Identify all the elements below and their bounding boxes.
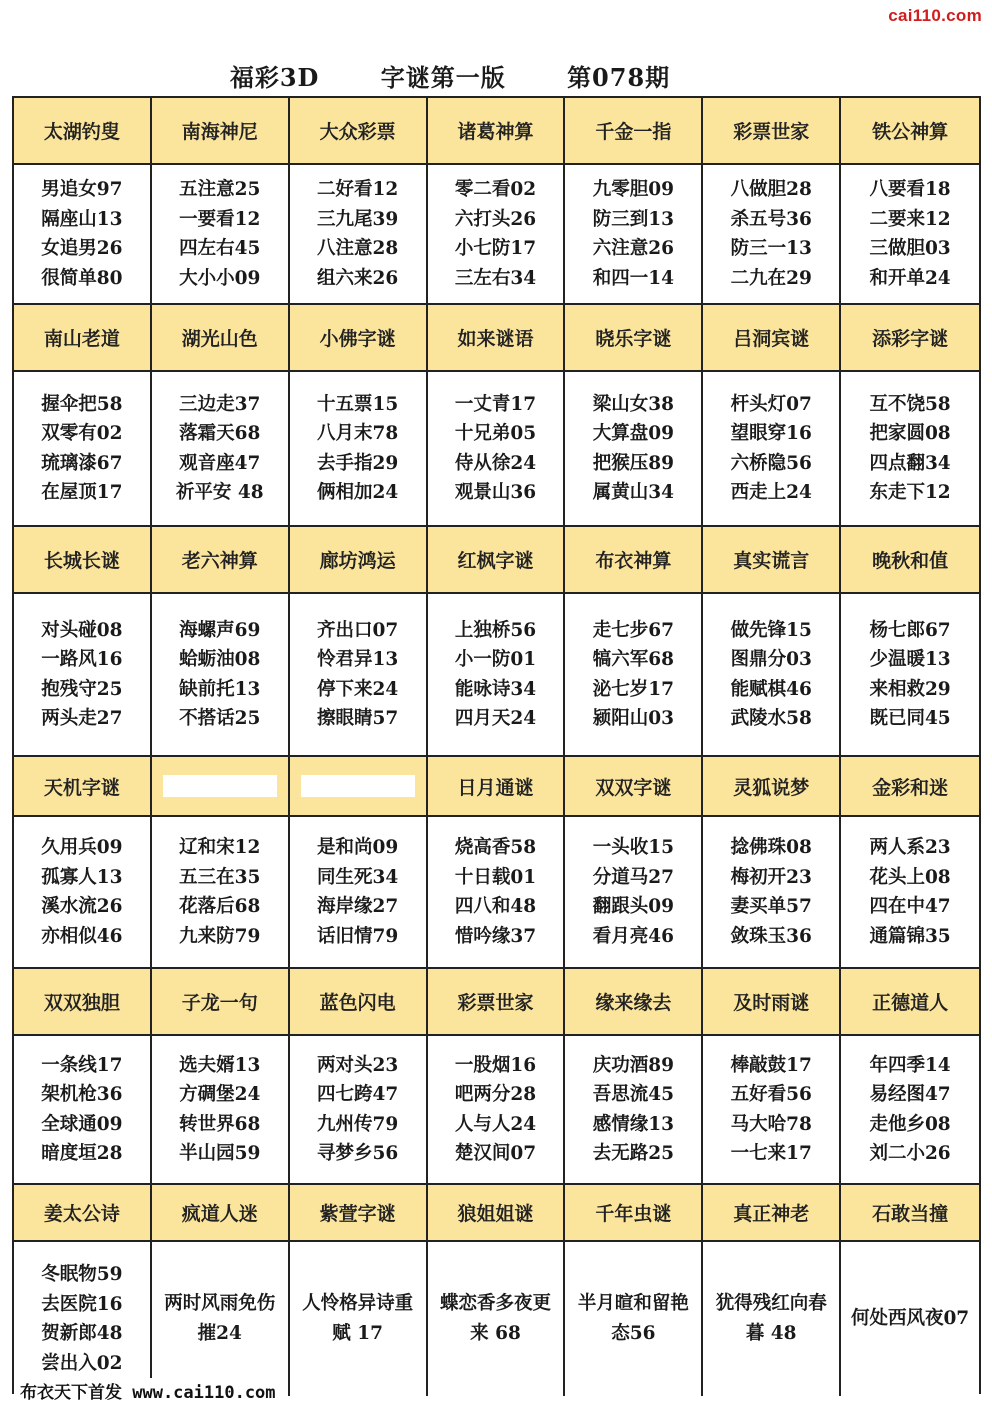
riddle-line: 八要看18 <box>869 179 951 200</box>
column-header: 缘来缘去 <box>565 969 703 1036</box>
riddle-line: 防三一13 <box>730 238 812 259</box>
riddle-line: 五三在35 <box>179 866 261 888</box>
riddle-line: 东走下12 <box>869 482 951 503</box>
riddle-cell <box>841 1242 979 1396</box>
riddle-line: 四左右45 <box>179 238 261 259</box>
riddle-cell <box>290 594 428 757</box>
riddle-cell <box>428 1036 566 1185</box>
riddle-line: 海岸缘27 <box>317 896 399 917</box>
riddle-line: 吾思流45 <box>592 1084 674 1105</box>
riddle-line: 同生死34 <box>317 866 399 888</box>
riddle-line: 八做胆28 <box>730 179 812 200</box>
riddle-line: 抱残守25 <box>41 678 123 700</box>
riddle-line: 暗度垣28 <box>41 1143 123 1164</box>
riddle-line: 转世界68 <box>179 1113 261 1135</box>
column-header: 布衣神算 <box>565 527 703 594</box>
column-header: 诸葛神算 <box>428 98 566 165</box>
riddle-line: 四八和48 <box>454 896 537 917</box>
riddle-line: 易经图47 <box>869 1084 951 1105</box>
riddle-line: 九零胆09 <box>592 179 674 200</box>
riddle-line: 方碉堡24 <box>179 1084 261 1105</box>
riddle-line: 看月亮46 <box>592 925 674 947</box>
riddle-line: 三九尾39 <box>317 208 399 230</box>
column-header: 如来谜语 <box>428 305 566 372</box>
riddle-line: 属黄山34 <box>592 482 674 503</box>
title-name: 字谜第一版 <box>380 63 506 92</box>
riddle-line: 花落后68 <box>179 896 261 917</box>
riddle-line: 既已同45 <box>869 708 951 729</box>
riddle-line: 二好看12 <box>317 179 399 200</box>
column-header: 疯道人迷 <box>152 1185 290 1242</box>
riddle-line: 梅初开23 <box>730 866 812 888</box>
riddle-cell <box>14 372 152 527</box>
riddle-line: 人怜格异诗重 <box>302 1293 414 1314</box>
column-header: 晚秋和值 <box>841 527 979 594</box>
riddle-line: 去手指29 <box>317 452 399 474</box>
riddle-line: 辽和宋12 <box>179 837 261 858</box>
riddle-line: 梁山女38 <box>592 393 674 415</box>
riddle-line: 四月天24 <box>454 708 537 729</box>
riddle-line: 海螺声69 <box>179 619 261 641</box>
column-header: 蓝色闪电 <box>290 969 428 1036</box>
column-header: 彩票世家 <box>428 969 566 1036</box>
riddle-line: 怜君异13 <box>317 649 399 670</box>
riddle-line: 一路风16 <box>41 649 123 670</box>
riddle-line: 亦相似46 <box>41 925 123 947</box>
riddle-line: 庆功酒89 <box>592 1054 674 1076</box>
riddle-line: 人与人24 <box>454 1113 537 1135</box>
riddle-line: 贺新郎48 <box>41 1323 123 1344</box>
riddle-line: 妻买单57 <box>730 896 812 917</box>
column-header: 湖光山色 <box>152 305 290 372</box>
riddle-line: 三做胆03 <box>869 238 951 259</box>
riddle-cell <box>565 594 703 757</box>
riddle-line: 握伞把58 <box>41 393 123 415</box>
column-header: 添彩字谜 <box>841 305 979 372</box>
riddle-line: 两头走27 <box>41 708 123 729</box>
column-header: 太湖钓叟 <box>14 98 152 165</box>
riddle-line: 一要看12 <box>179 208 261 230</box>
riddle-cell <box>703 594 841 757</box>
riddle-line: 大算盘09 <box>592 423 674 444</box>
riddle-line: 来相救29 <box>869 678 951 700</box>
column-header: 南山老道 <box>14 305 152 372</box>
column-header: 金彩和迷 <box>841 757 979 817</box>
riddle-line: 八月末78 <box>317 423 399 444</box>
footer-watermark: 布衣天下首发 www.cai110.com <box>14 1378 282 1403</box>
column-header: 灵狐说梦 <box>703 757 841 817</box>
riddle-line: 惜吟缘37 <box>454 925 537 947</box>
riddle-line: 犒六军68 <box>592 649 674 670</box>
riddle-line: 把猴压89 <box>592 452 674 474</box>
riddle-cell <box>428 165 566 305</box>
riddle-cell <box>703 817 841 969</box>
riddle-cell <box>565 817 703 969</box>
title-lottery: 福彩3D <box>229 63 320 92</box>
riddle-cell <box>14 1242 152 1396</box>
riddle-line: 停下来24 <box>317 678 399 700</box>
riddle-cell <box>290 372 428 527</box>
riddle-line: 花头上08 <box>869 866 951 888</box>
riddle-line: 男追女97 <box>41 179 123 200</box>
column-header: 南海神尼 <box>152 98 290 165</box>
column-header: 千金一指 <box>565 98 703 165</box>
riddle-line: 久用兵09 <box>41 837 123 858</box>
masked-header-overlay <box>301 775 415 797</box>
riddle-line: 杀五号36 <box>730 208 812 230</box>
column-header: 千年虫谜 <box>565 1185 703 1242</box>
riddle-line: 烧高香58 <box>454 837 537 858</box>
column-header-masked <box>290 757 428 817</box>
riddle-line: 能赋棋46 <box>730 678 812 700</box>
riddle-line: 杆头灯07 <box>730 393 812 415</box>
riddle-cell <box>428 372 566 527</box>
riddle-line: 暮 48 <box>745 1323 797 1344</box>
riddle-line: 和开单24 <box>869 267 951 289</box>
riddle-line: 女追男26 <box>41 238 123 259</box>
column-header: 彩票世家 <box>703 98 841 165</box>
riddle-cell <box>565 372 703 527</box>
column-header: 铁公神算 <box>841 98 979 165</box>
riddle-cell <box>152 817 290 969</box>
riddle-line: 琉璃漆67 <box>41 452 123 474</box>
riddle-line: 十日载01 <box>454 866 537 888</box>
column-header: 小佛字谜 <box>290 305 428 372</box>
riddle-line: 五注意25 <box>179 179 261 200</box>
riddle-cell <box>290 1036 428 1185</box>
riddle-line: 来 68 <box>470 1323 521 1344</box>
riddle-line: 很简单80 <box>41 267 123 289</box>
riddle-line: 架机枪36 <box>41 1084 123 1105</box>
column-header: 红枫字谜 <box>428 527 566 594</box>
column-header: 老六神算 <box>152 527 290 594</box>
column-header: 吕洞宾谜 <box>703 305 841 372</box>
riddle-line: 落霜天68 <box>179 423 261 444</box>
riddle-line: 零二看02 <box>454 179 537 200</box>
riddle-line: 棒敲鼓17 <box>730 1054 812 1076</box>
riddle-cell <box>428 817 566 969</box>
riddle-line: 两人系23 <box>869 837 951 858</box>
column-header: 紫萱字谜 <box>290 1185 428 1242</box>
riddle-line: 捻佛珠08 <box>730 837 812 858</box>
riddle-line: 对头碰08 <box>41 619 123 641</box>
column-header: 廊坊鸿运 <box>290 527 428 594</box>
riddle-cell <box>152 165 290 305</box>
riddle-line: 武陵水58 <box>730 708 812 729</box>
riddle-line: 冬眠物59 <box>41 1264 123 1285</box>
riddle-line: 溪水流26 <box>41 896 123 917</box>
column-header: 大众彩票 <box>290 98 428 165</box>
riddle-line: 楚汉间07 <box>454 1143 537 1164</box>
column-header: 狼姐姐谜 <box>428 1185 566 1242</box>
brand-logo-text: cai110.com <box>888 6 982 25</box>
riddle-line: 全球通09 <box>41 1113 123 1135</box>
riddle-line: 六打头26 <box>454 208 537 230</box>
riddle-cell <box>290 165 428 305</box>
riddle-line: 和四一14 <box>592 267 674 289</box>
riddle-line: 摧24 <box>197 1323 242 1344</box>
masked-header-overlay <box>163 775 277 797</box>
riddle-line: 两对头23 <box>317 1054 399 1076</box>
riddle-line: 一股烟16 <box>454 1054 537 1076</box>
riddle-cell <box>565 1036 703 1185</box>
riddle-line: 去无路25 <box>592 1143 674 1164</box>
riddle-line: 尝出入02 <box>41 1352 123 1374</box>
riddle-line: 半山园59 <box>179 1143 261 1164</box>
riddle-line: 侍从徐24 <box>454 452 537 474</box>
riddle-line: 分道马27 <box>592 866 674 888</box>
riddle-cell <box>290 1242 428 1396</box>
riddle-line: 一头收15 <box>592 837 674 858</box>
column-header: 天机字谜 <box>14 757 152 817</box>
riddle-line: 犹得残红向春 <box>715 1293 827 1314</box>
riddle-cell <box>703 165 841 305</box>
riddle-line: 六注意26 <box>592 238 674 259</box>
column-header: 真实谎言 <box>703 527 841 594</box>
riddle-cell <box>565 165 703 305</box>
riddle-line: 缺前托13 <box>179 678 261 700</box>
riddle-cell <box>152 1242 290 1396</box>
riddle-line: 三左右34 <box>454 267 537 289</box>
riddle-line: 三边走37 <box>179 393 261 415</box>
riddle-line: 话旧情79 <box>317 925 399 947</box>
riddle-line: 四在中47 <box>869 896 951 917</box>
column-header: 正德道人 <box>841 969 979 1036</box>
riddle-line: 何处西风夜07 <box>850 1308 970 1329</box>
riddle-cell <box>152 594 290 757</box>
riddle-line: 互不饶58 <box>869 393 951 415</box>
riddle-line: 走他乡08 <box>869 1113 951 1135</box>
riddle-line: 能咏诗34 <box>454 678 537 700</box>
riddle-cell <box>428 594 566 757</box>
riddle-line: 敛珠玉36 <box>730 925 812 947</box>
riddle-line: 把家圆08 <box>869 423 951 444</box>
riddle-line: 小一防01 <box>454 649 537 670</box>
riddle-line: 西走上24 <box>730 482 812 503</box>
column-header: 姜太公诗 <box>14 1185 152 1242</box>
riddle-line: 颍阳山03 <box>592 708 674 729</box>
riddle-line: 齐出口07 <box>317 619 399 641</box>
riddle-line: 十五票15 <box>317 393 399 415</box>
page-title <box>0 58 900 93</box>
riddle-line: 感情缘13 <box>592 1113 674 1135</box>
riddle-cell <box>703 1036 841 1185</box>
riddle-line: 年四季14 <box>869 1054 951 1076</box>
riddle-line: 望眼穿16 <box>730 423 812 444</box>
riddle-line: 做先锋15 <box>730 619 812 641</box>
riddle-line: 两时风雨免伤 <box>164 1293 276 1314</box>
riddle-cell <box>841 372 979 527</box>
riddle-line: 大小小09 <box>179 267 261 289</box>
riddle-line: 九来防79 <box>179 925 261 947</box>
riddle-cell <box>703 372 841 527</box>
column-header: 双双字谜 <box>565 757 703 817</box>
riddle-line: 吧两分28 <box>454 1084 537 1105</box>
riddle-line: 孤寡人13 <box>41 866 123 888</box>
riddle-cell <box>290 817 428 969</box>
riddle-cell <box>428 1242 566 1396</box>
column-header: 子龙一句 <box>152 969 290 1036</box>
column-header: 及时雨谜 <box>703 969 841 1036</box>
riddle-table <box>12 96 981 1394</box>
riddle-line: 选夫婿13 <box>179 1054 261 1076</box>
column-header: 长城长谜 <box>14 527 152 594</box>
riddle-cell <box>14 817 152 969</box>
riddle-line: 去医院16 <box>41 1293 123 1315</box>
riddle-cell <box>565 1242 703 1396</box>
column-header: 日月通谜 <box>428 757 566 817</box>
column-header-masked <box>152 757 290 817</box>
riddle-line: 一七来17 <box>730 1143 812 1164</box>
riddle-line: 在屋顶17 <box>41 482 123 503</box>
riddle-cell <box>14 1036 152 1185</box>
riddle-line: 五好看56 <box>730 1084 812 1105</box>
column-header: 真正神老 <box>703 1185 841 1242</box>
riddle-line: 少温暖13 <box>869 649 951 670</box>
riddle-line: 赋 17 <box>332 1323 383 1344</box>
riddle-cell <box>841 594 979 757</box>
column-header: 晓乐字谜 <box>565 305 703 372</box>
riddle-cell <box>152 372 290 527</box>
riddle-line: 态56 <box>611 1323 656 1344</box>
riddle-cell <box>841 1036 979 1185</box>
riddle-line: 小七防17 <box>454 238 537 259</box>
riddle-line: 八注意28 <box>317 238 399 259</box>
riddle-line: 蛤蛎油08 <box>179 649 261 670</box>
riddle-cell <box>14 594 152 757</box>
riddle-cell <box>703 1242 841 1396</box>
riddle-line: 蝶恋香多夜更 <box>439 1293 551 1314</box>
riddle-line: 四七跨47 <box>317 1084 399 1105</box>
riddle-line: 组六来26 <box>317 267 399 289</box>
riddle-line: 一丈青17 <box>454 393 537 415</box>
title-issue: 第078期 <box>567 63 671 92</box>
riddle-line: 通篇锦35 <box>869 925 951 947</box>
riddle-line: 观音座47 <box>179 452 261 474</box>
riddle-line: 二要来12 <box>869 208 951 230</box>
riddle-line: 二九在29 <box>730 267 812 289</box>
riddle-cell <box>841 165 979 305</box>
riddle-line: 马大哈78 <box>730 1113 812 1135</box>
riddle-line: 半月暄和留艳 <box>577 1293 689 1314</box>
riddle-line: 隔座山13 <box>41 208 123 230</box>
riddle-line: 杨七郎67 <box>869 619 951 641</box>
riddle-line: 一条线17 <box>41 1054 123 1076</box>
riddle-cell <box>152 1036 290 1185</box>
riddle-line: 寻梦乡56 <box>317 1143 399 1164</box>
riddle-line: 图鼎分03 <box>730 649 812 670</box>
column-header: 石敢当撞 <box>841 1185 979 1242</box>
riddle-line: 刘二小26 <box>869 1143 951 1164</box>
riddle-line: 四点翻34 <box>869 452 951 474</box>
riddle-line: 泌七岁17 <box>592 678 674 700</box>
riddle-line: 观景山36 <box>454 482 537 503</box>
riddle-line: 翻跟头09 <box>592 896 674 917</box>
riddle-line: 走七步67 <box>592 619 674 641</box>
riddle-line: 是和尚09 <box>317 837 399 858</box>
riddle-line: 六桥隐56 <box>730 452 812 474</box>
riddle-cell <box>841 817 979 969</box>
riddle-line: 上独桥56 <box>454 619 537 641</box>
riddle-line: 防三到13 <box>592 208 674 230</box>
riddle-cell <box>14 165 152 305</box>
riddle-line: 十兄弟05 <box>454 423 537 444</box>
column-header: 双双独胆 <box>14 969 152 1036</box>
riddle-line: 双零有02 <box>41 423 123 444</box>
riddle-line: 祈平安 48 <box>175 482 264 503</box>
riddle-line: 俩相加24 <box>317 482 399 503</box>
riddle-line: 擦眼睛57 <box>317 708 399 729</box>
riddle-line: 不搭话25 <box>179 708 261 729</box>
riddle-line: 九州传79 <box>317 1113 399 1135</box>
